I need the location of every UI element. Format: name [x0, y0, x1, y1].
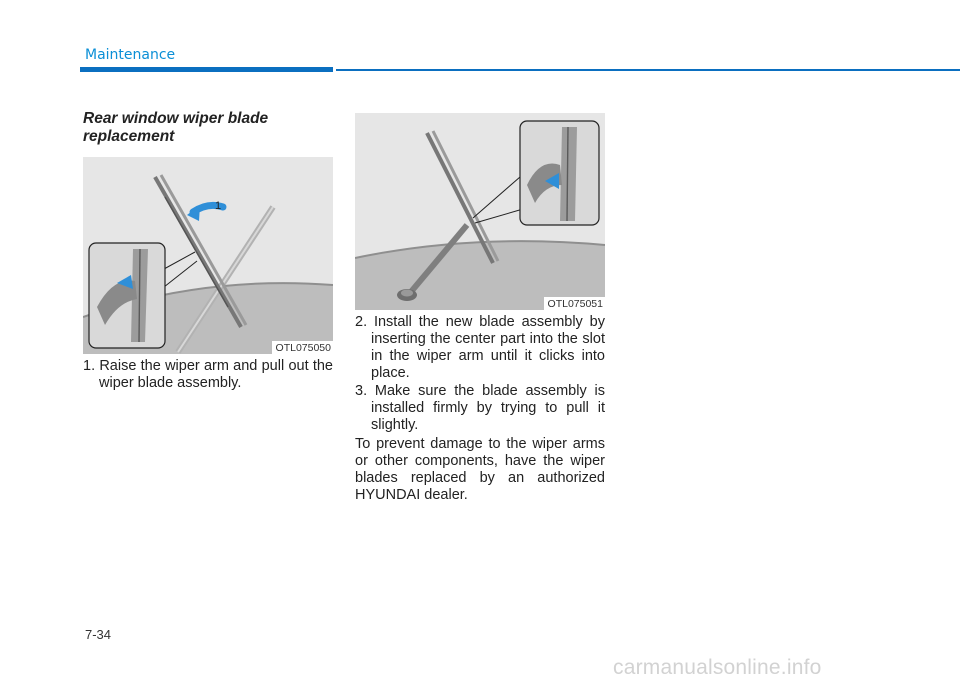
step-2: 2. Install the new blade assembly by inserting the center part into the slot in the wiper arm until it clicks into place.	[355, 314, 605, 381]
step-1: 1. Raise the wiper arm and pull out the wiper blade assembly.	[83, 358, 333, 391]
callout-number-1: 1	[215, 200, 222, 212]
wiper-removal-illustration	[83, 157, 333, 354]
dealer-note: To prevent damage to the wiper arms or other components, have the wiper blades replaced by an authorized HYUNDAI dealer.	[355, 436, 605, 503]
figure-code: OTL075051	[544, 297, 605, 310]
step-3: 3. Make sure the blade assembly is installed firmly by trying to pull it slightly.	[355, 383, 605, 433]
wiper-install-illustration	[355, 113, 605, 310]
figure-code: OTL075050	[272, 341, 333, 354]
page-number: 7-34	[85, 627, 112, 642]
header-rule-thick	[80, 67, 333, 72]
figure-wiper-install	[355, 113, 605, 310]
subheading: Rear window wiper blade replacement	[83, 110, 269, 145]
header-rule-thin	[336, 69, 960, 71]
watermark: carmanualsonline.info	[613, 656, 822, 679]
section-title: Maintenance	[85, 47, 176, 63]
figure-wiper-removal	[83, 157, 333, 354]
